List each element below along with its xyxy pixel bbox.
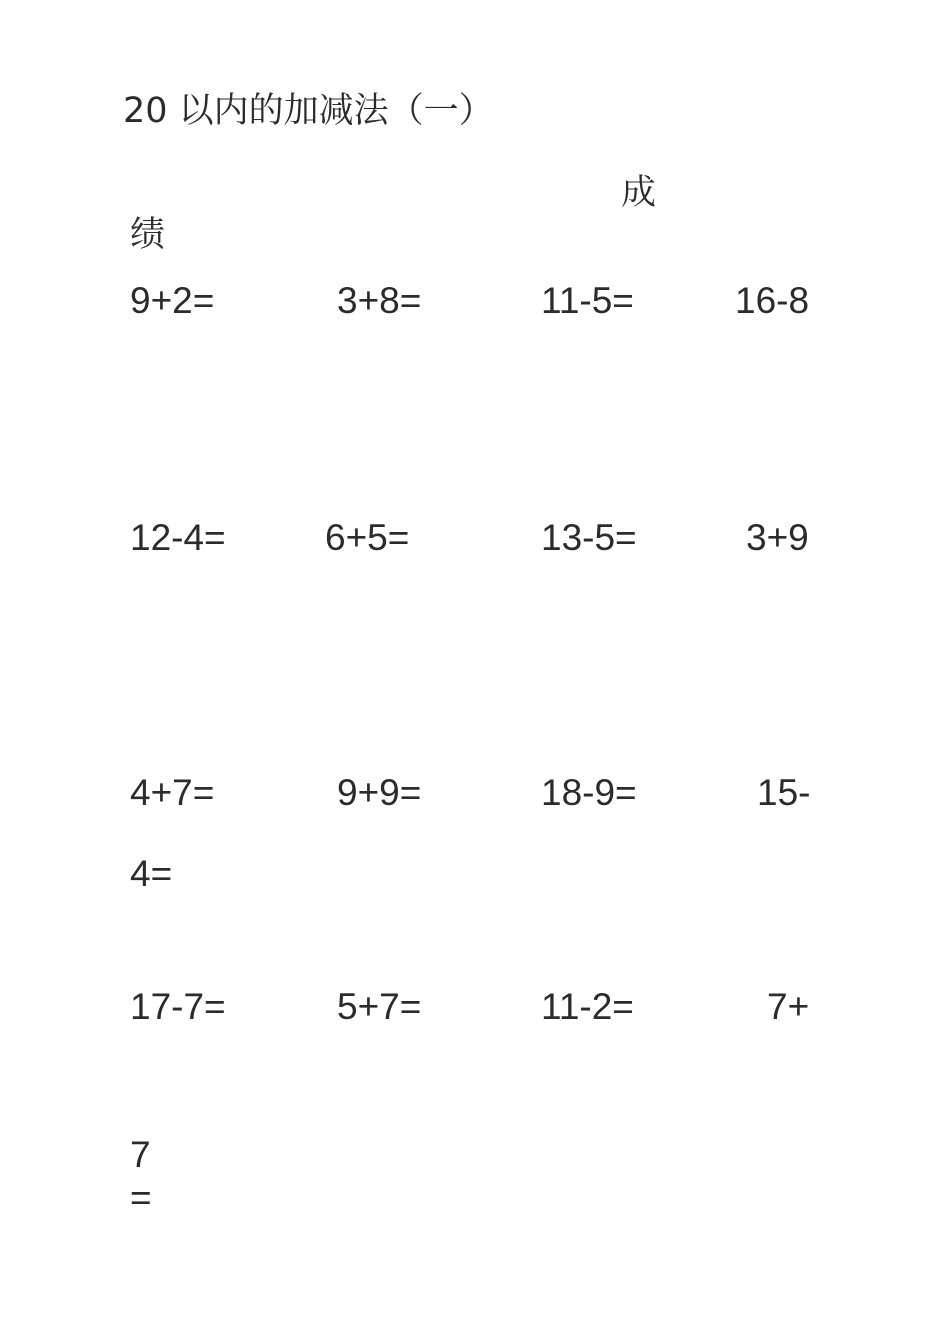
problem-r2-c4: 3+9 <box>746 517 809 558</box>
problem-r1-c2: 3+8= <box>337 280 422 321</box>
problem-r4-c3: 11-2= <box>541 986 634 1027</box>
score-label-part2: 绩 <box>130 215 166 255</box>
problem-r4-c2: 5+7= <box>337 986 422 1027</box>
problem-r3-c4-wrap: 4= <box>130 853 173 894</box>
problem-r1-c4: 16-8 <box>735 280 810 321</box>
problem-r4-c4: 7+ <box>767 986 810 1027</box>
problem-r3-c2: 9+9= <box>337 772 422 813</box>
problem-r4-c4-wrap-2: = <box>130 1177 152 1218</box>
problem-r3-c3: 18-9= <box>541 772 637 813</box>
problem-r2-c1: 12-4= <box>130 517 226 558</box>
problem-r2-c3: 13-5= <box>541 517 637 558</box>
problem-r3-c4: 15- <box>757 772 811 813</box>
problem-r2-c2: 6+5= <box>325 517 410 558</box>
problem-r4-c4-wrap-1: 7 <box>130 1134 151 1175</box>
problem-r1-c1: 9+2= <box>130 280 215 321</box>
score-label-part1: 成 <box>621 173 657 213</box>
problem-r1-c3: 11-5= <box>541 280 634 321</box>
worksheet-title: 20 以内的加减法（一） <box>123 91 494 131</box>
problem-r3-c1: 4+7= <box>130 772 215 813</box>
problem-r4-c1: 17-7= <box>130 986 226 1027</box>
